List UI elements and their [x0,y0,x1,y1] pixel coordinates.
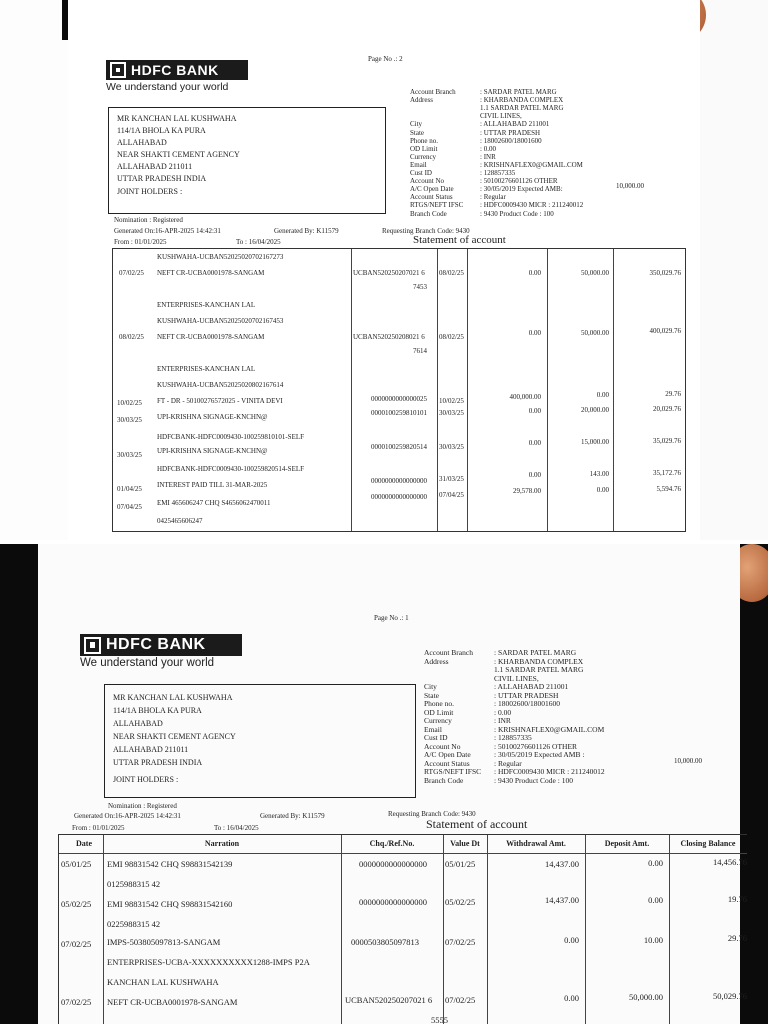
table-cell: 07/02/25 [445,937,476,947]
column-header: Value Dt [450,839,480,848]
bank-tagline: We understand your world [80,657,215,669]
table-cell: 0000100259820514 [371,443,427,451]
account-info-label: Account Branch [410,88,456,96]
account-info-label: RTGS/NEFT IFSC [424,767,482,776]
transaction-table [58,834,747,1024]
account-info-value: : 18002600/18001600 [480,136,542,145]
customer-address-line: ALLAHABAD 211011 [113,745,189,754]
account-info-value: : 128857335 [480,169,516,177]
nomination: Nomination : Registered [114,216,183,224]
account-info-value: : Regular [494,758,522,768]
generated-on: Generated On:16-APR-2025 14:42:31 [74,812,181,820]
table-cell: 5,594.76 [656,485,681,493]
account-info-label: Account No [424,741,461,751]
table-cell: 350,029.76 [649,269,681,277]
hdfc-logo-icon [110,62,126,78]
account-info-label: Branch Code [424,775,464,785]
account-info-label: Email [410,160,427,169]
account-info-label: Email [424,724,442,734]
table-cell: 0000100259810101 [371,409,427,417]
account-info-label: Phone no. [424,699,454,708]
account-info-value: CIVIL LINES, [480,112,522,121]
table-cell: 07/02/25 [61,939,92,949]
column-header: Deposit Amt. [604,839,650,848]
account-info-value: : HDFC0009430 MICR : 211240012 [494,767,605,776]
page-number: Page No .: 2 [368,55,403,63]
account-info-label: A/C Open Date [410,185,454,194]
statement-sheet [38,544,747,1024]
date-from: From : 01/01/2025 [72,824,125,832]
page-number: Page No .: 1 [374,614,409,622]
table-cell: 05/01/25 [445,859,476,869]
account-info-value: : 50100276601126 OTHER [480,177,558,186]
customer-address-line: ALLAHABAD [117,138,167,147]
date-to: To : 16/04/2025 [236,238,281,246]
bank-tagline: We understand your world [106,81,229,93]
account-info-value: : 30/05/2019 Expected AMB : [494,750,585,759]
account-info-value: : 9430 Product Code : 100 [494,775,573,785]
table-cell: HDFCBANK-HDFC0009430-100259810101-SELF [157,433,305,441]
table-cell: ENTERPRISES-KANCHAN LAL [157,365,256,373]
table-cell: 143.00 [589,470,609,478]
table-cell: NEFT CR-UCBA0001978-SANGAM [157,333,265,341]
table-cell: 29.76 [665,390,681,398]
hdfc-logo [106,60,248,80]
generated-by: Generated By: K11579 [274,227,339,235]
table-cell: 400,029.76 [649,327,681,335]
account-info-label: Cust ID [424,733,448,742]
account-info-label: City [424,682,437,691]
table-cell: 29.76 [727,933,747,943]
customer-address-line: 114/1A BHOLA KA PURA [117,126,206,135]
customer-address-line: MR KANCHAN LAL KUSHWAHA [117,114,237,123]
table-cell: UCBAN520250207021 6 [353,269,425,277]
customer-address-box [108,107,386,214]
customer-address-line: MR KANCHAN LAL KUSHWAHA [113,693,233,702]
table-cell: 0000503805097813 [351,937,419,947]
table-cell: 07/02/25 [119,269,144,277]
table-cell: 01/04/25 [117,485,142,493]
table-cell: EMI 465606247 CHQ S4656062470011 [157,499,271,507]
table-cell: 30/03/25 [439,409,464,417]
account-info-value: CIVIL LINES, [494,673,539,683]
hdfc-logo [80,634,242,656]
transaction-table [112,248,686,532]
table-cell: 07/02/25 [445,995,476,1005]
table-cell: 5555 [431,1015,448,1024]
account-info-label: Account Status [410,193,453,202]
account-info-value: : UTTAR PRADESH [494,690,559,700]
date-to: To : 16/04/2025 [214,824,259,832]
account-info-value: 1.1 SARDAR PATEL MARG [494,665,584,674]
account-info-value: : KRISHNAFLEX0@GMAIL.COM [494,724,605,734]
account-info-value: : SARDAR PATEL MARG [494,648,577,657]
account-info-value: : ALLAHABAD 211001 [494,682,569,691]
requesting-branch: Requesting Branch Code: 9430 [388,810,476,818]
account-info-value: : 9430 Product Code : 100 [480,209,554,218]
table-cell: 0000000000000000 [359,897,427,907]
table-cell: 0000000000000000 [359,859,427,869]
account-info-label: State [410,128,424,137]
joint-holders: JOINT HOLDERS : [113,775,179,784]
table-cell: 31/03/25 [439,475,464,483]
bank-name: HDFC BANK [131,62,219,78]
account-info-value: : SARDAR PATEL MARG [480,88,557,96]
table-cell: 50,000.00 [581,329,609,337]
account-info-label: Cust ID [410,169,432,177]
account-info-label: Address [410,96,433,105]
table-cell: 50,029.76 [713,991,747,1001]
account-info-value: : 128857335 [494,733,532,742]
account-info-value: : KRISHNAFLEX0@GMAIL.COM [480,160,583,169]
table-cell: 0.00 [528,407,541,415]
account-info-value: 1.1 SARDAR PATEL MARG [480,104,564,113]
generated-by: Generated By: K11579 [260,812,325,820]
table-cell: 10/02/25 [117,399,142,407]
expected-amb-value: 10,000.00 [674,757,702,765]
table-cell: 10.00 [643,935,663,945]
table-cell: 0.00 [528,269,541,277]
customer-address-line: 114/1A BHOLA KA PURA [113,706,202,715]
expected-amb-value: 10,000.00 [616,182,644,190]
table-cell: INTEREST PAID TILL 31-MAR-2025 [157,481,268,489]
account-info-value: : 30/05/2019 Expected AMB: [480,185,563,194]
table-cell: 14,456.76 [713,857,747,867]
table-cell: 20,029.76 [653,405,681,413]
account-info-label: Account No [410,177,445,186]
table-cell: 7453 [413,283,427,291]
table-cell: FT - DR - 50100276572025 - VINITA DEVI [157,397,283,405]
customer-address-line: UTTAR PRADESH INDIA [117,174,207,183]
column-header: Chq./Ref.No. [369,839,415,848]
table-cell: ENTERPRISES-UCBA-XXXXXXXXXX1288-IMPS P2A [107,957,310,967]
table-cell: 50,000.00 [629,992,663,1002]
table-cell: 07/04/25 [439,491,464,499]
table-cell: 10/02/25 [439,397,464,405]
bank-name: HDFC BANK [106,636,206,653]
table-cell: KUSHWAHA-UCBAN52025020802167614 [157,381,284,389]
account-info-label: Account Branch [424,648,473,657]
statement-sheet [68,0,700,540]
table-cell: 07/04/25 [117,503,142,511]
customer-address-line: ALLAHABAD 211011 [117,162,193,171]
nomination: Nomination : Registered [108,802,177,810]
table-cell: 0.00 [564,993,579,1003]
table-cell: 400,000.00 [509,393,541,401]
column-header: Withdrawal Amt. [506,839,566,848]
table-cell: 08/02/25 [439,333,464,341]
table-cell: 0.00 [648,895,663,905]
table-cell: 08/02/25 [439,269,464,277]
table-cell: 05/02/25 [61,899,92,909]
table-cell: 0.00 [528,471,541,479]
table-cell: UPI-KRISHNA SIGNAGE-KNCHN@ [157,413,268,421]
hdfc-logo-icon [84,637,101,654]
statement-title: Statement of account [426,817,528,831]
account-info-value: : UTTAR PRADESH [480,128,541,137]
account-info-value: : HDFC0009430 MICR : 211240012 [480,201,584,210]
account-info-label: Currency [410,152,437,161]
table-cell: 0000000000000025 [371,395,427,403]
column-header: Narration [204,839,240,848]
table-cell: UPI-KRISHNA SIGNAGE-KNCHN@ [157,447,268,455]
account-info-label: RTGS/NEFT IFSC [410,201,464,210]
table-cell: 07/02/25 [61,997,92,1007]
table-cell: 0425465606247 [157,517,203,525]
table-cell: EMI 98831542 CHQ S98831542139 [107,859,233,869]
table-cell: 0000000000000000 [371,477,427,485]
generated-on: Generated On:16-APR-2025 14:42:31 [114,227,221,235]
account-info-label: Account Status [424,758,470,768]
table-cell: 30/03/25 [439,443,464,451]
table-cell: 0.00 [648,858,663,868]
table-cell: UCBAN520250208021 6 [353,333,425,341]
account-info-label: OD Limit [424,707,454,717]
customer-address-line: NEAR SHAKTI CEMENT AGENCY [113,732,236,741]
customer-address-line: ALLAHABAD [113,719,163,728]
account-info-value: : 50100276601126 OTHER [494,741,578,751]
customer-address-line: UTTAR PRADESH INDIA [113,758,203,767]
table-cell: NEFT CR-UCBA0001978-SANGAM [107,997,238,1007]
table-cell: KUSHWAHA-UCBAN52025020702167273 [157,253,284,261]
date-from: From : 01/01/2025 [114,238,167,246]
account-info-value: : INR [494,716,511,725]
account-info-label: State [424,690,439,700]
account-info-label: Address [424,656,449,666]
table-cell: 35,172.76 [653,469,681,477]
joint-holders: JOINT HOLDERS : [117,187,183,196]
column-header: Closing Balance [680,839,736,848]
table-cell: 29,578.00 [513,487,541,495]
table-cell: EMI 98831542 CHQ S98831542160 [107,899,233,909]
account-info-value: : ALLAHABAD 211001 [480,120,550,129]
table-cell: 0000000000000000 [371,493,427,501]
table-cell: 15,000.00 [581,438,609,446]
photo-page-1 [0,544,768,1024]
table-cell: 08/02/25 [119,333,144,341]
table-cell: 20,000.00 [581,406,609,414]
requesting-branch: Requesting Branch Code: 9430 [382,227,470,235]
table-cell: 14,437.00 [545,859,579,869]
account-info-label: A/C Open Date [424,750,471,759]
table-cell: 7614 [413,347,427,355]
account-info-label: Phone no. [410,136,438,145]
column-header: Date [76,839,92,848]
table-cell: 0125988315 42 [107,879,161,889]
account-info-label: Branch Code [410,209,447,218]
table-cell: 50,000.00 [581,269,609,277]
account-info-label: City [410,120,423,129]
statement-title: Statement of account [413,234,506,246]
table-cell: UCBAN520250207021 6 [345,995,433,1005]
table-cell: KANCHAN LAL KUSHWAHA [107,977,219,987]
table-cell: 05/01/25 [61,859,92,869]
account-info-value: : KHARBANDA COMPLEX [480,96,564,105]
account-info-value: : KHARBANDA COMPLEX [494,656,584,666]
table-cell: ENTERPRISES-KANCHAN LAL [157,301,256,309]
table-cell: NEFT CR-UCBA0001978-SANGAM [157,269,265,277]
account-info-value: : 0.00 [494,707,512,717]
table-cell: 0.00 [596,391,609,399]
table-cell: 30/03/25 [117,416,142,424]
table-cell: 0.00 [528,329,541,337]
account-info-value: : Regular [480,193,506,202]
table-cell: 05/02/25 [445,897,476,907]
table-cell: IMPS-503805097813-SANGAM [107,937,221,947]
table-cell: 30/03/25 [117,451,142,459]
table-cell: 0225988315 42 [107,919,161,929]
account-info-value: : 18002600/18001600 [494,699,561,708]
table-cell: 0.00 [564,935,579,945]
customer-address-line: NEAR SHAKTI CEMENT AGENCY [117,150,240,159]
table-cell: KUSHWAHA-UCBAN52025020702167453 [157,317,284,325]
table-cell: HDFCBANK-HDFC0009430-100259820514-SELF [157,465,305,473]
table-cell: 14,437.00 [545,895,579,905]
table-cell: 19.76 [727,894,747,904]
account-info-value: : 0.00 [480,144,496,153]
account-info-label: OD Limit [410,144,438,153]
account-info-label: Currency [424,716,452,725]
table-cell: 35,029.76 [653,437,681,445]
table-cell: 0.00 [596,486,609,494]
account-info-value: : INR [480,152,496,161]
customer-address-box [104,684,416,798]
table-cell: 0.00 [528,439,541,447]
